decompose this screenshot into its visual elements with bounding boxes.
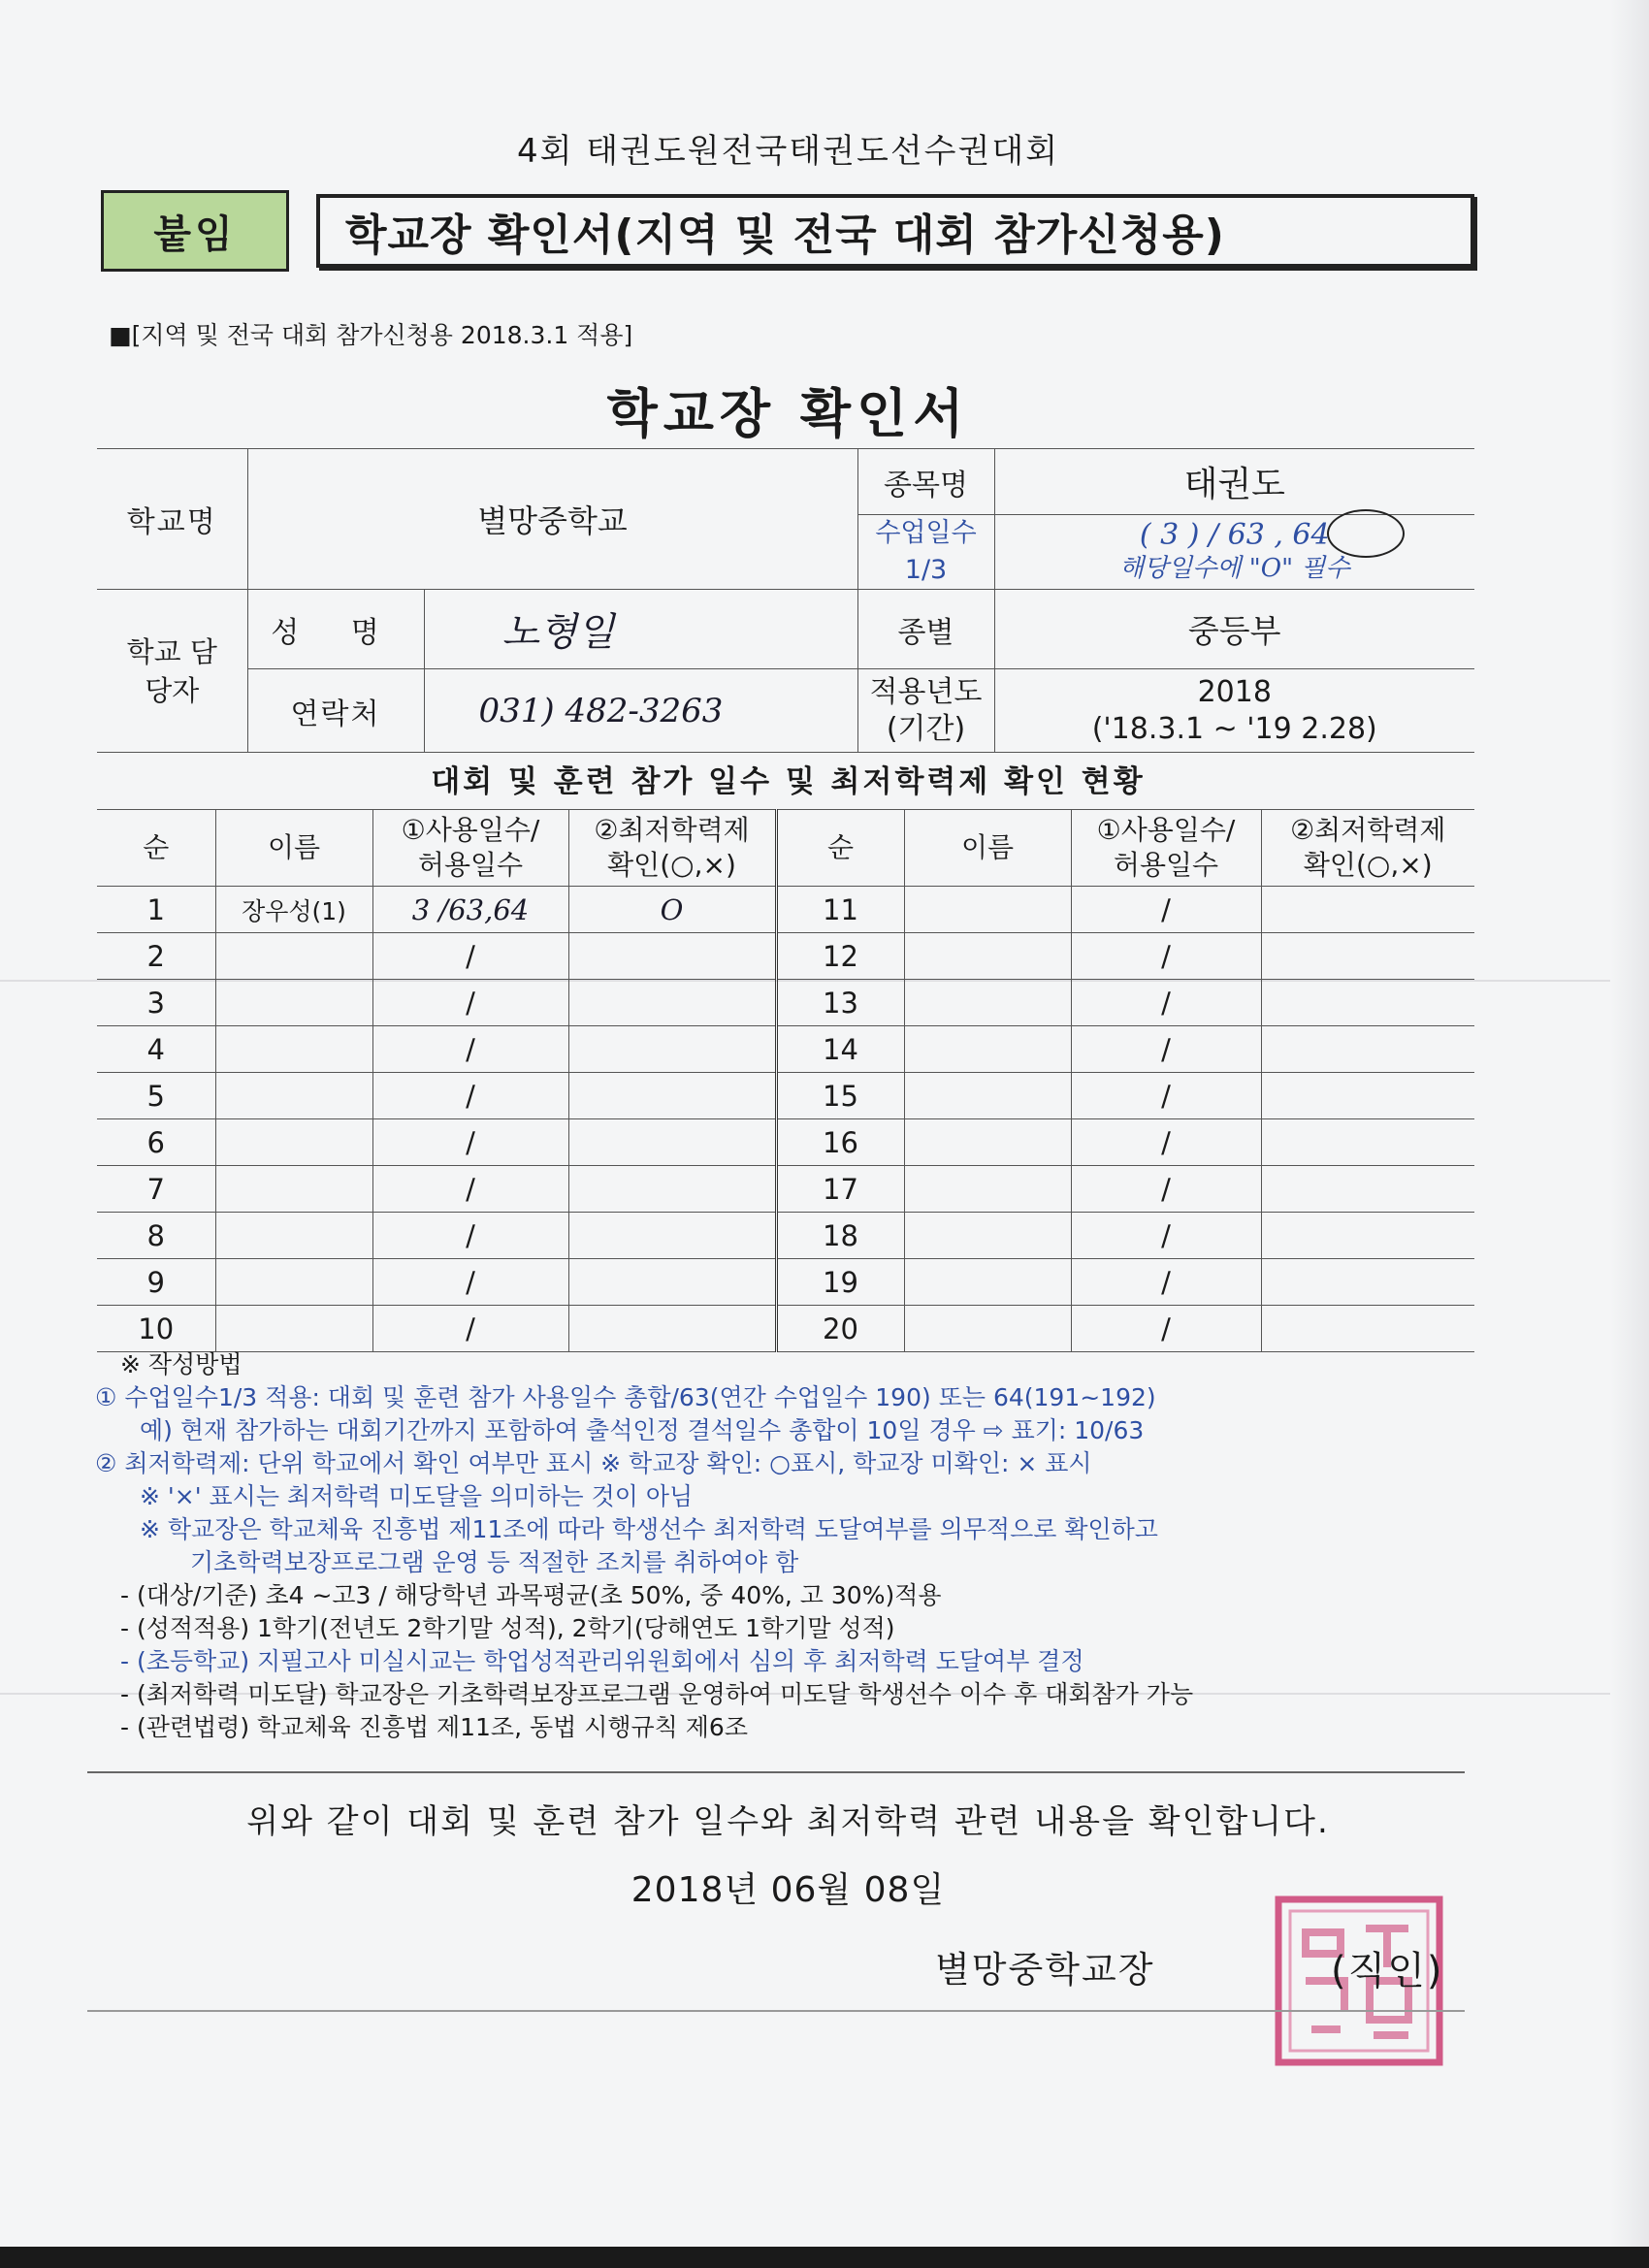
row-check (568, 1073, 776, 1119)
period-year: 2018 (1197, 674, 1272, 709)
row-name (215, 1119, 372, 1166)
seal-label: (직인) (1331, 1949, 1444, 1993)
header-check-line1: ②최저학력제 (594, 814, 750, 846)
sport-value: 태권도 (994, 449, 1474, 515)
row-no: 3 (97, 980, 215, 1026)
row-no: 5 (97, 1073, 215, 1119)
row-no: 14 (776, 1026, 904, 1073)
note-line: - (최저학력 미도달) 학교장은 기초학력보장프로그램 운영하여 미도달 학생선수 이수 후 대회참가 가능 (120, 1680, 1194, 1708)
header-check-line1: ②최저학력제 (1290, 814, 1446, 846)
row-days: / (372, 980, 568, 1026)
header-check (1261, 810, 1474, 887)
main-title: 학교장 확인서 (606, 383, 970, 444)
table-row (97, 1073, 1474, 1119)
row-check (568, 980, 776, 1026)
row-no: 18 (776, 1213, 904, 1259)
issue-date: 2018년 06월 08일 (630, 1870, 946, 1910)
row-no: 19 (776, 1259, 904, 1306)
header-name: 이름 (904, 810, 1071, 887)
category-value: 중등부 (994, 590, 1474, 669)
header-days-line2: 허용일수 (417, 849, 524, 881)
header-name: 이름 (215, 810, 372, 887)
instructions-heading: ※ 작성방법 (120, 1350, 242, 1378)
row-days: / (372, 1306, 568, 1352)
row-days: / (1071, 1306, 1261, 1352)
school-name-label: 학교명 (97, 449, 247, 590)
row-no: 9 (97, 1259, 215, 1306)
row-days: / (372, 1259, 568, 1306)
note-line: - (성적적용) 1학기(전년도 2학기말 성적), 2학기(당해연도 1학기말 성적) (120, 1614, 895, 1642)
header-days (372, 810, 568, 887)
table-row (97, 1259, 1474, 1306)
row-days: / (1071, 1259, 1261, 1306)
row-check (1261, 1213, 1474, 1259)
row-no: 1 (97, 887, 215, 933)
row-name (904, 1026, 1071, 1073)
note-line: ② 최저학력제: 단위 학교에서 확인 여부만 표시 ※ 학교장 확인: ○표시, 학교장 미확인: × 표시 (95, 1449, 1092, 1477)
header-check-line2: 확인(○,×) (1303, 849, 1433, 881)
row-check (1261, 1073, 1474, 1119)
confirmation-text: 위와 같이 대회 및 훈련 참가 일수와 최저학력 관련 내용을 확인합니다. (246, 1802, 1330, 1841)
row-name (904, 980, 1071, 1026)
row-check (1261, 933, 1474, 980)
row-no: 16 (776, 1119, 904, 1166)
row-days: / (372, 1166, 568, 1213)
note-line: - (초등학교) 지필고사 미실시교는 학업성적관리위원회에서 심의 후 최저학력 도달여부 결정 (120, 1647, 1084, 1675)
class-days-label-line1: 수업일수 (875, 518, 977, 548)
row-days: / (1071, 1213, 1261, 1259)
row-name: 장우성(1) (215, 887, 372, 933)
row-name (215, 1306, 372, 1352)
table-row (97, 980, 1474, 1026)
row-days: / (1071, 1026, 1261, 1073)
period-cell (994, 669, 1474, 753)
school-name-value: 별망중학교 (247, 449, 857, 590)
class-days-cell (994, 515, 1474, 590)
applicability-note: ■[지역 및 전국 대회 참가신청용 2018.3.1 적용] (109, 321, 633, 349)
row-name (215, 1259, 372, 1306)
row-name (904, 1259, 1071, 1306)
header-days-line1: ①사용일수/ (1096, 814, 1236, 846)
row-check (568, 1213, 776, 1259)
row-no: 2 (97, 933, 215, 980)
row-days: / (1071, 1119, 1261, 1166)
table-row (97, 1166, 1474, 1213)
table-row (97, 1119, 1474, 1166)
signer: 별망중학교장 (935, 1949, 1155, 1991)
period-label-line1: 적용년도 (869, 674, 983, 709)
divider (87, 2010, 1465, 2012)
period-label (857, 669, 994, 753)
instructions (95, 1348, 1492, 1744)
table-row (97, 933, 1474, 980)
class-days-label-line2: 1/3 (904, 555, 948, 585)
row-name (215, 1166, 372, 1213)
note-line: ※ 학교장은 학교체육 진흥법 제11조에 따라 학생선수 최저학력 도달여부를 의무적으로 확인하고 (140, 1515, 1158, 1543)
class-days-value: ( 3 ) / 63 , 64 (1139, 518, 1330, 552)
row-no: 17 (776, 1166, 904, 1213)
row-days: / (372, 1119, 568, 1166)
row-check: O (568, 887, 776, 933)
row-days: / (1071, 980, 1261, 1026)
row-no: 6 (97, 1119, 215, 1166)
circled-mark (1327, 509, 1405, 558)
row-check (1261, 1166, 1474, 1213)
form-heading: 학교장 확인서(지역 및 전국 대회 참가신청용) (316, 194, 1474, 268)
row-check (1261, 1026, 1474, 1073)
row-no: 11 (776, 887, 904, 933)
row-days: / (1071, 1166, 1261, 1213)
row-check (1261, 1259, 1474, 1306)
table-row (97, 1306, 1474, 1352)
note-line: ① 수업일수1/3 적용: 대회 및 훈련 참가 사용일수 총합/63(연간 수업일수 190) 또는 64(191~192) (95, 1383, 1156, 1411)
row-no: 8 (97, 1213, 215, 1259)
row-check (1261, 980, 1474, 1026)
row-check (1261, 887, 1474, 933)
note-line: - (관련법령) 학교체육 진흥법 제11조, 동법 시행규칙 제6조 (120, 1713, 748, 1741)
note-line: 예) 현재 참가하는 대회기간까지 포함하여 출석인정 결석일수 총합이 10일 경우 ⇨ 표기: 10/63 (140, 1416, 1145, 1444)
row-name (215, 1213, 372, 1259)
row-name (904, 1119, 1071, 1166)
header-check (568, 810, 776, 887)
table-row (97, 887, 1474, 933)
attachment-tag: 붙임 (101, 190, 289, 272)
row-name (215, 933, 372, 980)
row-days: / (1071, 1073, 1261, 1119)
header-days-line1: ①사용일수/ (401, 814, 540, 846)
row-no: 13 (776, 980, 904, 1026)
row-name (904, 1213, 1071, 1259)
table-row (97, 1026, 1474, 1073)
row-no: 15 (776, 1073, 904, 1119)
period-range: ('18.3.1 ~ '19 2.28) (1091, 711, 1377, 746)
row-check (568, 1306, 776, 1352)
row-days: / (372, 933, 568, 980)
class-days-note: 해당일수에 "O" 필수 (1118, 554, 1350, 583)
row-check (568, 1166, 776, 1213)
name-label: 성 명 (247, 590, 424, 669)
row-check (1261, 1119, 1474, 1166)
header-days (1071, 810, 1261, 887)
note-line: - (대상/기준) 초4 ~고3 / 해당학년 과목평균(초 50%, 중 40%, 고 30%)적용 (120, 1581, 942, 1609)
row-days: / (1071, 933, 1261, 980)
row-days: / (372, 1026, 568, 1073)
phone-label: 연락처 (247, 669, 424, 753)
row-check (568, 1026, 776, 1073)
class-days-label (857, 515, 994, 590)
row-name (904, 887, 1071, 933)
scan-edge (1610, 0, 1649, 2268)
row-days: / (372, 1213, 568, 1259)
participation-table (97, 809, 1474, 1352)
sport-label: 종목명 (857, 449, 994, 515)
phone-value: 031) 482-3263 (424, 669, 857, 753)
row-name (215, 1073, 372, 1119)
row-days: 3 /63,64 (372, 887, 568, 933)
header-check-line2: 확인(○,×) (607, 849, 736, 881)
row-name (215, 980, 372, 1026)
row-name (904, 1306, 1071, 1352)
category-label: 종별 (857, 590, 994, 669)
row-check (568, 1259, 776, 1306)
note-line: ※ '×' 표시는 최저학력 미도달을 의미하는 것이 아님 (140, 1482, 694, 1510)
row-no: 20 (776, 1306, 904, 1352)
info-table (97, 448, 1474, 753)
row-check (1261, 1306, 1474, 1352)
note-line: 기초학력보장프로그램 운영 등 적절한 조치를 취하여야 함 (190, 1548, 799, 1576)
row-check (568, 933, 776, 980)
row-name (904, 1073, 1071, 1119)
row-no: 10 (97, 1306, 215, 1352)
row-name (215, 1026, 372, 1073)
event-title: 4회 태권도원전국태권도선수권대회 (516, 132, 1060, 171)
row-name (904, 1166, 1071, 1213)
row-no: 12 (776, 933, 904, 980)
header-days-line2: 허용일수 (1113, 849, 1219, 881)
contact-person-label: 학교 담당자 (97, 590, 247, 753)
row-no: 4 (97, 1026, 215, 1073)
row-name (904, 933, 1071, 980)
header-no: 순 (776, 810, 904, 887)
table-header-row (97, 810, 1474, 887)
table-title: 대회 및 훈련 참가 일수 및 최저학력제 확인 현황 (431, 764, 1146, 799)
row-check (568, 1119, 776, 1166)
row-days: / (1071, 887, 1261, 933)
row-days: / (372, 1073, 568, 1119)
divider (87, 1771, 1465, 1773)
period-label-line2: (기간) (886, 711, 966, 746)
row-no: 7 (97, 1166, 215, 1213)
header-no: 순 (97, 810, 215, 887)
name-value: 노형일 (424, 590, 857, 669)
scan-edge (0, 2247, 1649, 2268)
table-row (97, 1213, 1474, 1259)
